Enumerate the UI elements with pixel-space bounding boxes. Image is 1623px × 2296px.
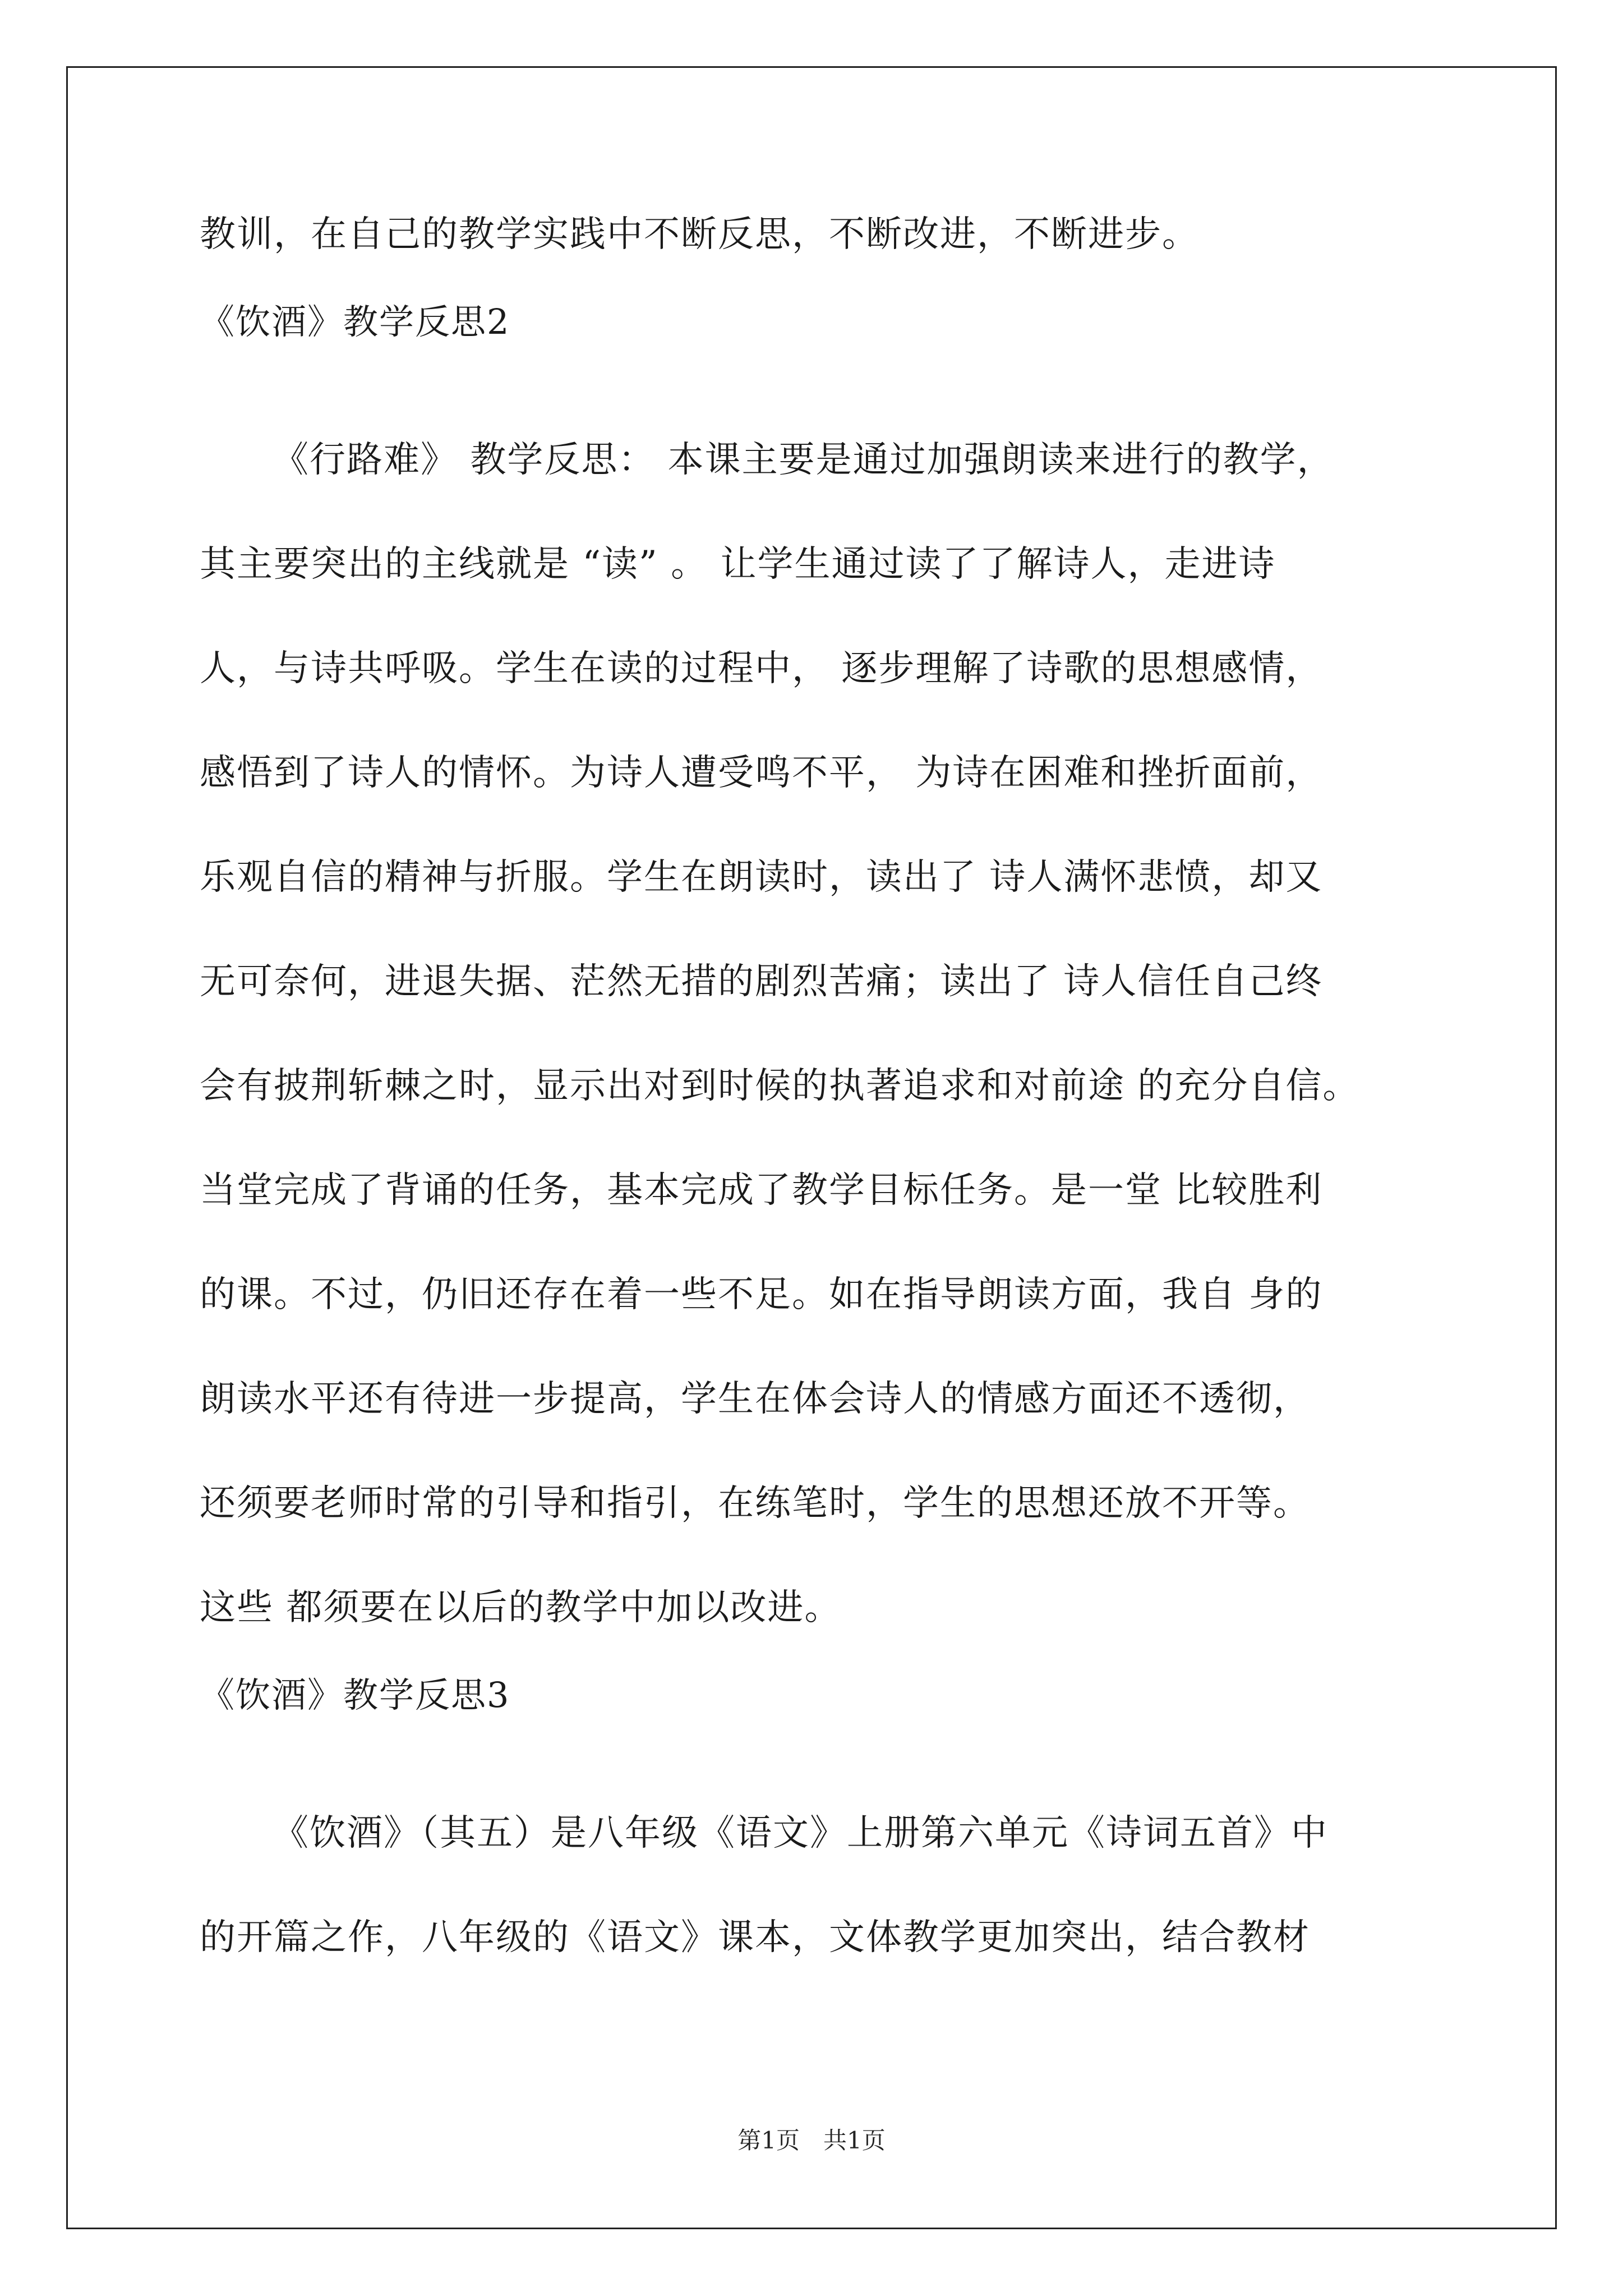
body-line-14: 这些 都须要在以后的教学中加以改进。 [200, 1587, 842, 1628]
body-line-6: 感悟到了诗人的情怀。为诗人遭受鸣不平， 为诗在困难和挫折面前， [200, 752, 1323, 794]
body-line-8: 无可奈何，进退失据、茫然无措的剧烈苦痛；读出了 诗人信任自己终 [200, 961, 1323, 1002]
body-line-4: 其主要突出的主线就是 “读” 。 让学生通过读了了解诗人，走进诗 [200, 544, 1276, 585]
body-line-5: 人，与诗共呼吸。学生在读的过程中， 逐步理解了诗歌的思想感情， [200, 648, 1323, 689]
body-line-1: 教训，在自己的教学实践中不断反思，不断改进，不断进步。 [200, 214, 1199, 255]
body-line-7: 乐观自信的精神与折服。学生在朗读时，读出了 诗人满怀悲愤，却又 [200, 857, 1323, 898]
body-line-11: 的课。不过，仍旧还存在着一些不足。如在指导朗读方面，我自 身的 [200, 1274, 1323, 1315]
body-line-16: 《饮酒》（其五）是八年级《语文》上册第六单元《诗词五首》中 [273, 1812, 1328, 1854]
body-line-10: 当堂完成了背诵的任务，基本完成了教学目标任务。是一堂 比较胜利 [200, 1170, 1323, 1211]
section-heading-2: 《饮酒》教学反思2 [200, 301, 510, 342]
body-line-3: 《行路难》 教学反思： 本课主要是通过加强朗读来进行的教学， [273, 439, 1334, 481]
body-line-9: 会有披荆斩棘之时，显示出对到时候的执著追求和对前途 的充分自信。 [200, 1065, 1360, 1107]
page-number-footer: 第1页 共1页 [737, 2127, 886, 2154]
body-line-13: 还须要老师时常的引导和指引，在练笔时，学生的思想还放不开等。 [200, 1483, 1310, 1524]
body-line-12: 朗读水平还有待进一步提高，学生在体会诗人的情感方面还不透彻， [200, 1378, 1310, 1420]
page-border [66, 66, 1557, 2229]
body-line-17: 的开篇之作，八年级的《语文》课本，文体教学更加突出，结合教材 [200, 1917, 1310, 1958]
section-heading-3: 《饮酒》教学反思3 [200, 1674, 510, 1715]
